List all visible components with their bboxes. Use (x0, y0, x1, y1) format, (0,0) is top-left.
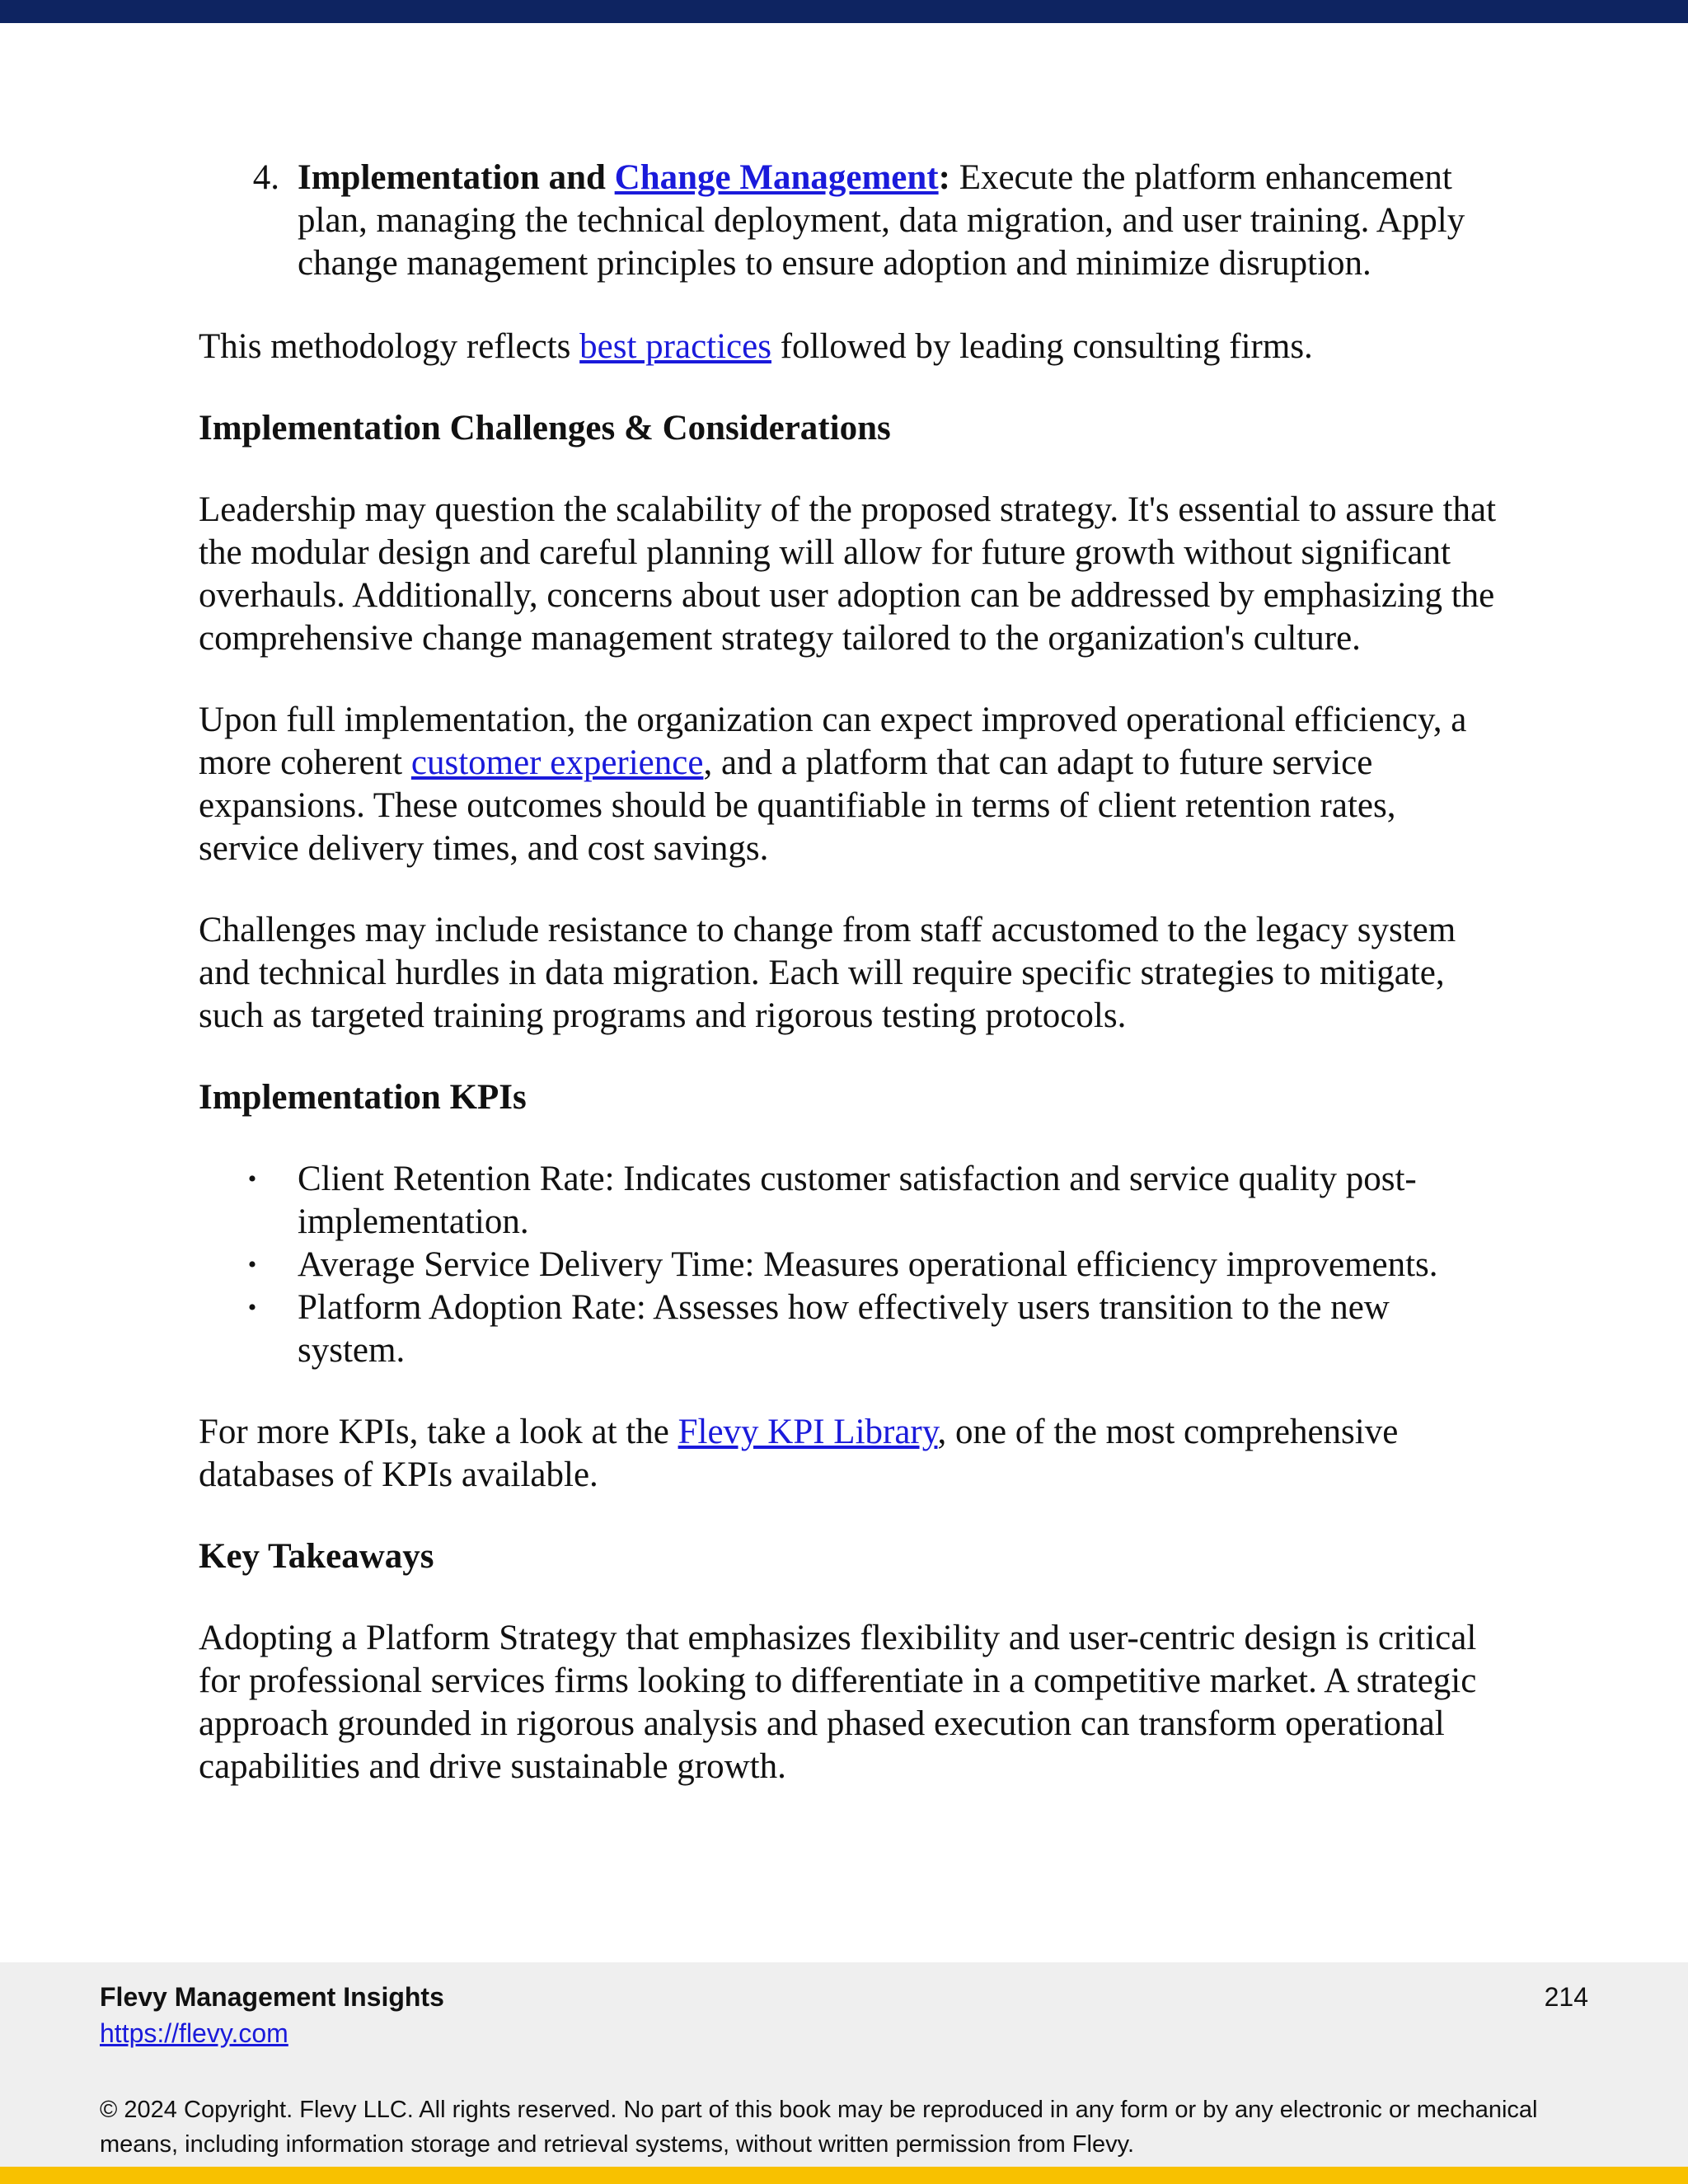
kpi-item-text: Average Service Delivery Time: Measures operational efficiency improvements. (298, 1245, 1438, 1284)
list-item (199, 1244, 1501, 1286)
footer-title: Flevy Management Insights (100, 1982, 444, 2012)
list-item-title (298, 158, 950, 197)
bullet-icon: • (247, 1165, 257, 1193)
kpis-heading: Implementation KPIs (199, 1078, 527, 1117)
methodology-text-after: followed by leading consulting firms. (771, 327, 1313, 366)
kpi-item-text: Platform Adoption Rate: Assesses how effectively users transition to the new system. (298, 1288, 1390, 1370)
para2-text-before: Upon full implementation, the organization can expect improved operational efficiency, a more coherent (199, 701, 1467, 782)
footer-url-link[interactable]: https://flevy.com (100, 2018, 288, 2048)
takeaways-paragraph: Adopting a Platform Strategy that emphasizes flexibility and user-centric design is critical for professional services firms looking to differentiate in a competitive market. A strategic approach grounded in rigorous analysis and phased execution can transform operational capabilities and drive sustainable growth. (199, 1619, 1477, 1786)
list-item-text (298, 157, 1501, 285)
para2-text-after: , and a platform that can adapt to future service expansions. These outcomes should be quantifiable in terms of client retention rates, service delivery times, and cost savings. (199, 743, 1396, 868)
challenges-heading: Implementation Challenges & Considerations (199, 409, 891, 448)
top-accent-bar (0, 0, 1688, 23)
bullet-icon: • (247, 1294, 257, 1321)
kpi-item-text: Client Retention Rate: Indicates customer satisfaction and service quality post-implementation. (298, 1160, 1417, 1241)
list-item (199, 1158, 1501, 1244)
challenges-paragraph-2 (199, 699, 1501, 870)
document-body (199, 157, 1501, 1788)
challenges-paragraph-3: Challenges may include resistance to change from staff accustomed to the legacy system and technical hurdles in data migration. Each will require specific strategies to mitigate, such as targeted training programs and rigorous testing protocols. (199, 911, 1456, 1035)
list-item-title-colon: : (938, 158, 950, 197)
customer-experience-link[interactable]: customer experience (410, 743, 704, 782)
numbered-list-item (199, 157, 1501, 285)
list-item (199, 1286, 1501, 1372)
takeaways-heading: Key Takeaways (199, 1537, 434, 1576)
list-item-body: Execute the platform enhancement plan, managing the technical deployment, data migration, and user training. Apply change management principles to ensure adoption and minimize disruption. (298, 158, 1465, 283)
best-practices-link[interactable]: best practices (579, 327, 771, 366)
more-kpis-text-after: , one of the most comprehensive databases of KPIs available. (199, 1413, 1399, 1494)
change-management-link[interactable]: Change Management (614, 158, 939, 197)
methodology-text-before: This methodology reflects (199, 327, 580, 366)
kpi-list (199, 1158, 1501, 1372)
more-kpis-text-before: For more KPIs, take a look at the (199, 1413, 678, 1451)
methodology-paragraph (199, 326, 1501, 368)
bottom-accent-bar (0, 2167, 1688, 2184)
list-item-title-prefix: Implementation and (298, 158, 615, 197)
copyright-notice: © 2024 Copyright. Flevy LLC. All rights reserved. No part of this book may be reproduced in any form or by any electronic or mechanical means, including information storage and retrieval systems, without written permission from Flevy. (100, 2097, 1538, 2158)
page-number: 214 (1544, 1982, 1588, 2012)
bullet-icon: • (247, 1251, 257, 1278)
challenges-paragraph-1: Leadership may question the scalability of the proposed strategy. It's essential to assure that the modular design and careful planning will allow for future growth without significant overhauls. Additionally, concerns about user adoption can be addressed by emphasizing the comprehensive change management strategy tailored to the organization's culture. (199, 490, 1497, 658)
page-footer (0, 1962, 1688, 2167)
list-number: 4. (252, 158, 279, 197)
flevy-kpi-library-link[interactable]: Flevy KPI Library (678, 1413, 938, 1451)
more-kpis-paragraph (199, 1411, 1501, 1497)
